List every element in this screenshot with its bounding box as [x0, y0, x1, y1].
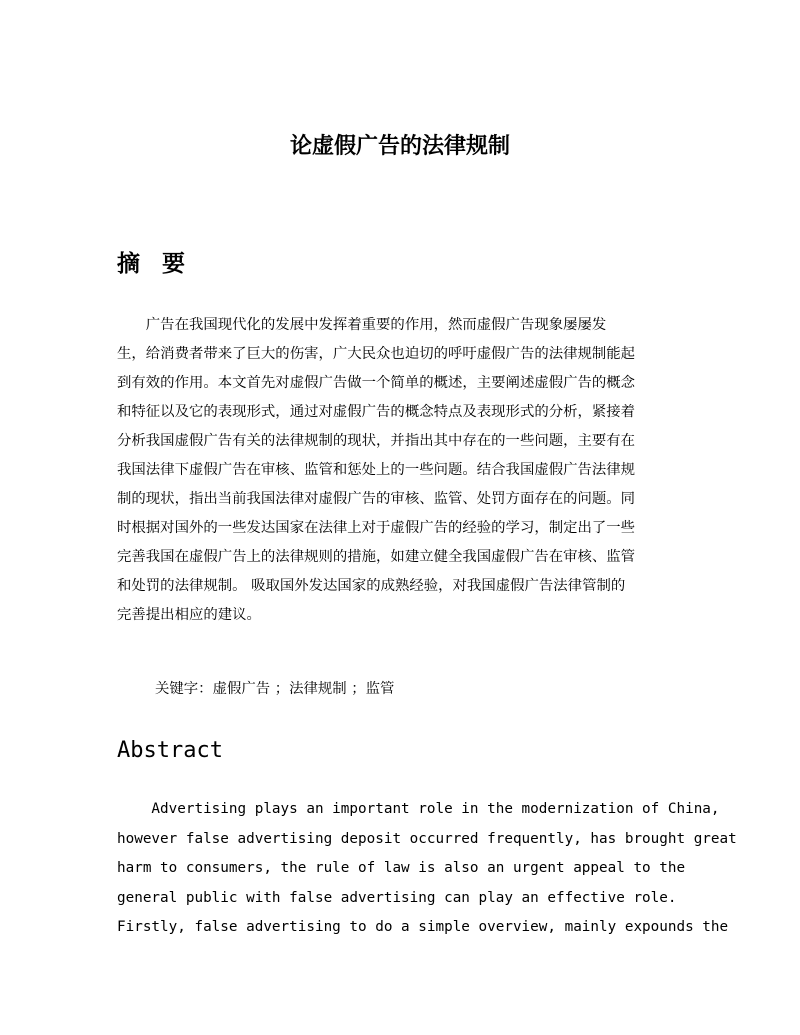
keywords-line: 关键字：虚假广告 ；法律规制 ；监管: [155, 681, 395, 697]
abstract-cn-line: 到有效的作用。本文首先对虚假广告做一个简单的概述，主要阐述虚假广告的概念: [117, 375, 636, 391]
abstract-cn-line: 时根据对国外的一些发达国家在法律上对于虚假广告的经验的学习，制定出了一些: [117, 520, 636, 536]
abstract-cn-line: 制的现状，指出当前我国法律对虚假广告的审核、监管、处罚方面存在的问题。同: [117, 491, 636, 507]
abstract-en-line: general public with false advertising can play an effective role.: [117, 889, 677, 906]
abstract-heading-en: Abstract: [117, 738, 223, 763]
abstract-cn-line: 我国法律下虚假广告在审核、监管和惩处上的一些问题。结合我国虚假广告法律规: [117, 462, 636, 478]
abstract-cn-line: 和处罚的法律规制。 吸取国外发达国家的成熟经验，对我国虚假广告法律管制的: [117, 578, 626, 594]
abstract-body-en: [117, 795, 737, 943]
abstract-en-line: Advertising plays an important role in the modernization of China,: [117, 801, 720, 817]
abstract-cn-line: 完善提出相应的建议。: [117, 607, 261, 623]
document-title: 论虚假广告的法律规制: [289, 133, 510, 159]
abstract-cn-line: 生，给消费者带来了巨大的伤害，广大民众也迫切的呼吁虚假广告的法律规制能起: [117, 346, 636, 362]
abstract-en-line: harm to consumers, the rule of law is also an urgent appeal to the: [117, 860, 686, 877]
abstract-en-line: however false advertising deposit occurred frequently, has brought great: [117, 830, 737, 847]
abstract-cn-line: 分析我国虚假广告有关的法律规制的现状，并指出其中存在的一些问题，主要有在: [117, 433, 636, 449]
abstract-heading-cn: 摘要: [117, 250, 207, 277]
abstract-cn-line: 和特征以及它的表现形式，通过对虚假广告的概念特点及表现形式的分析，紧接着: [117, 404, 636, 420]
abstract-cn-line: 广告在我国现代化的发展中发挥着重要的作用，然而虚假广告现象屡屡发: [117, 317, 607, 333]
abstract-cn-line: 完善我国在虚假广告上的法律规则的措施，如建立健全我国虚假广告在审核、监管: [117, 549, 636, 565]
abstract-body-cn: [117, 311, 635, 630]
abstract-en-line: Firstly, false advertising to do a simple overview, mainly expounds the: [117, 919, 729, 936]
